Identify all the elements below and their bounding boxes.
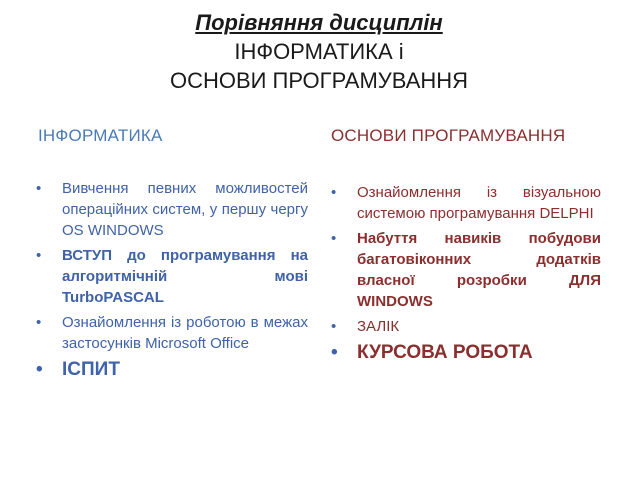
list-item (36, 245, 308, 308)
left-column-heading: ІНФОРМАТИКА (38, 126, 163, 145)
right-bullet-list (331, 182, 601, 369)
list-item-text: Ознайомлення із роботою в межах застосунків Microsoft Office (62, 314, 308, 352)
bullet-icon: • (331, 184, 337, 201)
list-item (36, 178, 308, 241)
list-item-text: КУРСОВА РОБОТА (357, 342, 533, 363)
bullet-icon: • (331, 342, 338, 363)
list-item (331, 182, 601, 224)
list-item-text: ІСПИТ (62, 359, 120, 380)
title-line-2: ІНФОРМАТИКА і (234, 39, 404, 64)
list-item (331, 228, 601, 312)
list-item-text: Вивчення певних можливостей операційних систем, у першу чергу OS WINDOWS (62, 180, 308, 239)
bullet-icon: • (36, 314, 42, 331)
bullet-icon: • (36, 247, 42, 264)
list-item (331, 341, 601, 365)
bullet-icon: • (36, 359, 43, 380)
title-line-3: ОСНОВИ ПРОГРАМУВАННЯ (169, 68, 469, 93)
left-bullet-list (36, 178, 308, 386)
list-item-text: ЗАЛІК (357, 318, 400, 335)
list-item-text: Набуття навиків побудови багатовіконних додатків власної розробки ДЛЯ WINDOWS (357, 230, 601, 310)
title-line-1: Порівняння дисциплін (195, 10, 443, 35)
bullet-icon: • (331, 230, 337, 247)
bullet-icon: • (36, 180, 42, 197)
list-item (36, 358, 308, 382)
right-column-heading: ОСНОВИ ПРОГРАМУВАННЯ (331, 126, 566, 145)
slide-title (0, 8, 638, 95)
list-item-text: ВСТУП до програмування на алгоритмічній мові TurboPASCAL (62, 247, 308, 306)
list-item (36, 312, 308, 354)
bullet-icon: • (331, 318, 337, 335)
list-item (331, 316, 601, 337)
list-item-text: Ознайомлення із візуальною системою програмування DELPHI (357, 184, 601, 222)
